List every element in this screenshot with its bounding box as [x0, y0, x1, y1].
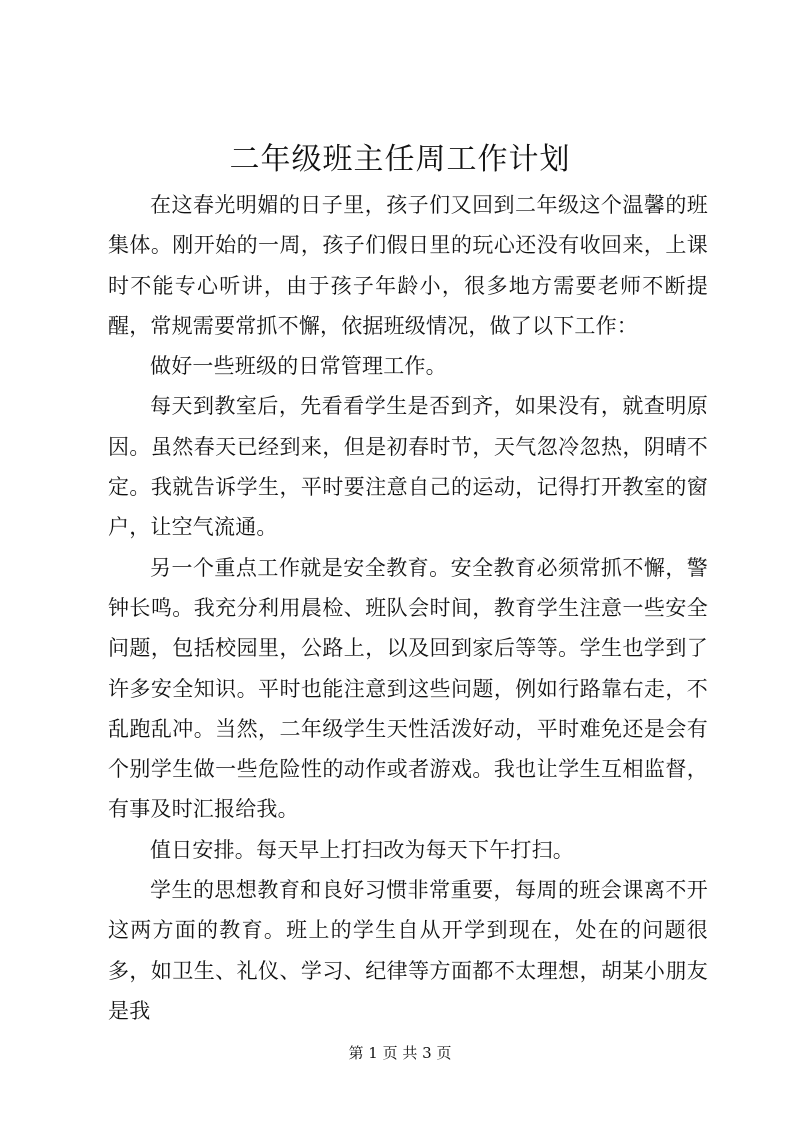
paragraph-6: 学生的思想教育和良好习惯非常重要，每周的班会课离不开这两方面的教育。班上的学生自从开学到现在，处在的问题很多，如卫生、礼仪、学习、纪律等方面都不太理想，胡某小朋友是我	[108, 878, 708, 1023]
paragraph-4: 另一个重点工作就是安全教育。安全教育必须常抓不懈，警钟长鸣。我充分利用晨检、班队会时间，教育学生注意一些安全问题，包括校园里，公路上，以及回到家后等等。学生也学到了许多安全知识。平时也能注意到这些问题，例如行路靠右走，不乱跑乱冲。当然，二年级学生天性活泼好动，平时难免还是会有个别学生做一些危险性的动作或者游戏。我也让学生互相监督，有事及时汇报给我。	[108, 555, 708, 822]
paragraph-3: 每天到教室后，先看看学生是否到齐，如果没有，就查明原因。虽然春天已经到来，但是初春时节，天气忽冷忽热，阴晴不定。我就告诉学生，平时要注意自己的运动，记得打开教室的窗户，让空气流通。	[108, 394, 708, 540]
paragraph-1: 在这春光明媚的日子里，孩子们又回到二年级这个温馨的班集体。刚开始的一周，孩子们假日里的玩心还没有收回来，上课时不能专心听讲，由于孩子年龄小，很多地方需要老师不断提醒，常规需要常抓不懈，依据班级情况，做了以下工作：	[108, 193, 708, 338]
document-body	[108, 185, 708, 1031]
page-footer: 第 1 页 共 3 页	[348, 1044, 452, 1062]
paragraph-2: 做好一些班级的日常管理工作。	[150, 354, 447, 379]
document-title: 二年级班主任周工作计划	[229, 142, 571, 177]
paragraph-5: 值日安排。每天早上打扫改为每天下午打扫。	[150, 837, 574, 862]
